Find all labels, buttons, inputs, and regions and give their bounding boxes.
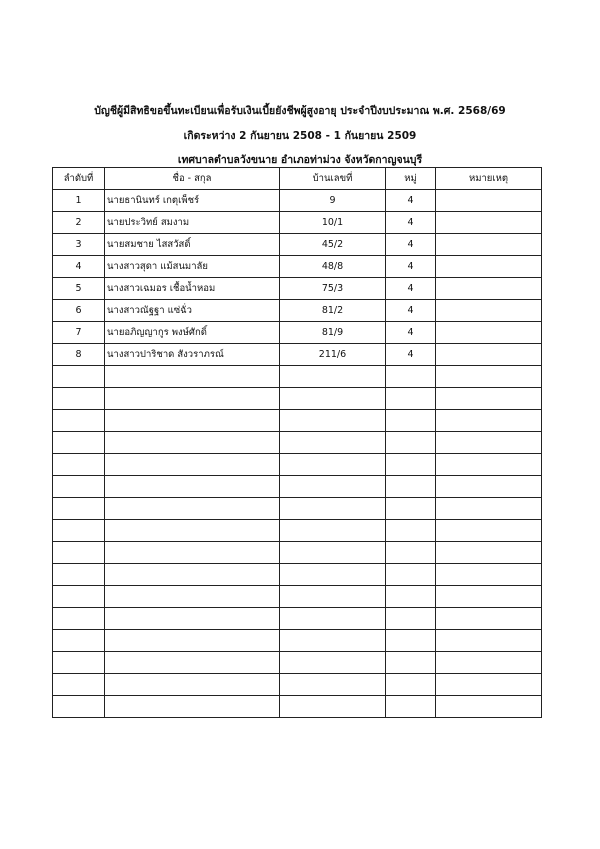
cell-name: [105, 388, 280, 410]
cell-order: 1: [53, 190, 105, 212]
cell-order: [53, 432, 105, 454]
cell-remarks: [436, 520, 542, 542]
cell-order: [53, 454, 105, 476]
cell-name: [105, 608, 280, 630]
cell-moo: [386, 410, 436, 432]
cell-order: [53, 586, 105, 608]
cell-house-number: [280, 608, 386, 630]
cell-moo: [386, 696, 436, 718]
cell-remarks: [436, 586, 542, 608]
cell-order: 4: [53, 256, 105, 278]
cell-house-number: 45/2: [280, 234, 386, 256]
cell-moo: 4: [386, 234, 436, 256]
header-order: ลำดับที่: [53, 168, 105, 190]
location-line: เทศบาลตำบลวังขนาย อำเภอท่าม่วง จังหวัดกาญจนบุรี: [177, 154, 423, 166]
birth-date-range: เกิดระหว่าง 2 กันยายน 2508 - 1 กันยายน 2509: [183, 130, 417, 142]
cell-moo: [386, 630, 436, 652]
cell-house-number: [280, 388, 386, 410]
cell-order: [53, 608, 105, 630]
cell-order: [53, 498, 105, 520]
cell-moo: [386, 366, 436, 388]
cell-order: 2: [53, 212, 105, 234]
cell-order: [53, 674, 105, 696]
cell-house-number: 211/6: [280, 344, 386, 366]
cell-order: [53, 652, 105, 674]
cell-name: [105, 696, 280, 718]
cell-moo: [386, 476, 436, 498]
cell-order: [53, 410, 105, 432]
cell-moo: 4: [386, 322, 436, 344]
header-name: ชื่อ - สกุล: [105, 168, 280, 190]
cell-order: [53, 542, 105, 564]
cell-remarks: [436, 432, 542, 454]
cell-remarks: [436, 564, 542, 586]
cell-house-number: [280, 432, 386, 454]
registry-table: [52, 167, 542, 718]
cell-name: [105, 432, 280, 454]
cell-remarks: [436, 322, 542, 344]
cell-order: 8: [53, 344, 105, 366]
table-row: [53, 586, 542, 608]
cell-name: นายสมชาย ไสสวัสดิ์: [105, 234, 280, 256]
cell-name: [105, 630, 280, 652]
cell-name: นางสาวสุดา แม้สนมาลัย: [105, 256, 280, 278]
cell-moo: 4: [386, 278, 436, 300]
table-row: [53, 366, 542, 388]
cell-name: [105, 674, 280, 696]
cell-name: [105, 586, 280, 608]
cell-order: [53, 520, 105, 542]
cell-order: 7: [53, 322, 105, 344]
cell-remarks: [436, 256, 542, 278]
cell-house-number: [280, 410, 386, 432]
cell-moo: 4: [386, 344, 436, 366]
cell-moo: [386, 652, 436, 674]
cell-moo: [386, 454, 436, 476]
cell-name: [105, 520, 280, 542]
cell-remarks: [436, 454, 542, 476]
cell-remarks: [436, 410, 542, 432]
header-moo: หมู่: [386, 168, 436, 190]
cell-house-number: [280, 542, 386, 564]
cell-order: 3: [53, 234, 105, 256]
cell-house-number: [280, 586, 386, 608]
cell-name: นางสาวปาริชาด สังวราภรณ์: [105, 344, 280, 366]
cell-name: นายธานินทร์ เกตุเพ็ชร์: [105, 190, 280, 212]
cell-order: [53, 476, 105, 498]
cell-remarks: [436, 278, 542, 300]
cell-house-number: [280, 630, 386, 652]
cell-moo: [386, 520, 436, 542]
cell-moo: 4: [386, 190, 436, 212]
cell-remarks: [436, 300, 542, 322]
cell-house-number: 10/1: [280, 212, 386, 234]
table-row: [53, 652, 542, 674]
cell-house-number: [280, 476, 386, 498]
table-row: [53, 432, 542, 454]
cell-order: 5: [53, 278, 105, 300]
cell-remarks: [436, 696, 542, 718]
table-body: [53, 190, 542, 718]
table-row: [53, 278, 542, 300]
table-row: [53, 212, 542, 234]
table-row: [53, 564, 542, 586]
cell-house-number: [280, 498, 386, 520]
cell-moo: [386, 388, 436, 410]
cell-remarks: [436, 344, 542, 366]
cell-moo: [386, 608, 436, 630]
cell-moo: 4: [386, 256, 436, 278]
header-row: [53, 168, 542, 190]
cell-name: [105, 498, 280, 520]
table-row: [53, 410, 542, 432]
table-row: [53, 608, 542, 630]
cell-remarks: [436, 388, 542, 410]
cell-name: [105, 454, 280, 476]
table-row: [53, 256, 542, 278]
cell-moo: [386, 674, 436, 696]
cell-house-number: 9: [280, 190, 386, 212]
cell-house-number: [280, 696, 386, 718]
cell-remarks: [436, 212, 542, 234]
cell-name: [105, 476, 280, 498]
table-row: [53, 344, 542, 366]
cell-order: [53, 366, 105, 388]
header-house-number: บ้านเลขที่: [280, 168, 386, 190]
table-row: [53, 674, 542, 696]
table-row: [53, 322, 542, 344]
cell-house-number: [280, 454, 386, 476]
document-title: บัญชีผู้มีสิทธิขอขึ้นทะเบียนเพื่อรับเงินเบี้ยยังชีพผู้สูงอายุ ประจำปีงบประมาณ พ.ศ. 2568/69: [94, 105, 506, 117]
cell-remarks: [436, 608, 542, 630]
table-row: [53, 190, 542, 212]
cell-order: [53, 696, 105, 718]
cell-house-number: 75/3: [280, 278, 386, 300]
cell-remarks: [436, 498, 542, 520]
cell-moo: [386, 498, 436, 520]
cell-name: [105, 542, 280, 564]
cell-order: 6: [53, 300, 105, 322]
cell-remarks: [436, 652, 542, 674]
cell-remarks: [436, 542, 542, 564]
cell-house-number: 81/2: [280, 300, 386, 322]
cell-name: นางสาวเฉมอร เชื้อน้ำหอม: [105, 278, 280, 300]
cell-name: นายอภิญญากูร พงษ์ศักดิ์: [105, 322, 280, 344]
cell-house-number: [280, 520, 386, 542]
cell-order: [53, 388, 105, 410]
cell-order: [53, 630, 105, 652]
cell-house-number: 81/9: [280, 322, 386, 344]
cell-name: [105, 652, 280, 674]
cell-name: [105, 410, 280, 432]
cell-remarks: [436, 630, 542, 652]
header-remarks: หมายเหตุ: [436, 168, 542, 190]
cell-house-number: [280, 652, 386, 674]
table-row: [53, 520, 542, 542]
cell-house-number: [280, 366, 386, 388]
cell-moo: [386, 432, 436, 454]
table-row: [53, 476, 542, 498]
table-row: [53, 300, 542, 322]
cell-order: [53, 564, 105, 586]
cell-remarks: [436, 190, 542, 212]
cell-house-number: 48/8: [280, 256, 386, 278]
cell-name: นายประวิทย์ สมงาม: [105, 212, 280, 234]
cell-remarks: [436, 476, 542, 498]
cell-moo: [386, 542, 436, 564]
cell-remarks: [436, 234, 542, 256]
table-row: [53, 388, 542, 410]
table-row: [53, 454, 542, 476]
cell-name: [105, 564, 280, 586]
table-row: [53, 696, 542, 718]
cell-remarks: [436, 366, 542, 388]
table-row: [53, 234, 542, 256]
cell-remarks: [436, 674, 542, 696]
table-row: [53, 630, 542, 652]
cell-moo: 4: [386, 212, 436, 234]
cell-moo: [386, 586, 436, 608]
table-row: [53, 542, 542, 564]
table-row: [53, 498, 542, 520]
cell-house-number: [280, 564, 386, 586]
cell-name: นางสาวณัฐฐา แซ่ฉั่ว: [105, 300, 280, 322]
cell-moo: 4: [386, 300, 436, 322]
cell-moo: [386, 564, 436, 586]
cell-house-number: [280, 674, 386, 696]
cell-name: [105, 366, 280, 388]
